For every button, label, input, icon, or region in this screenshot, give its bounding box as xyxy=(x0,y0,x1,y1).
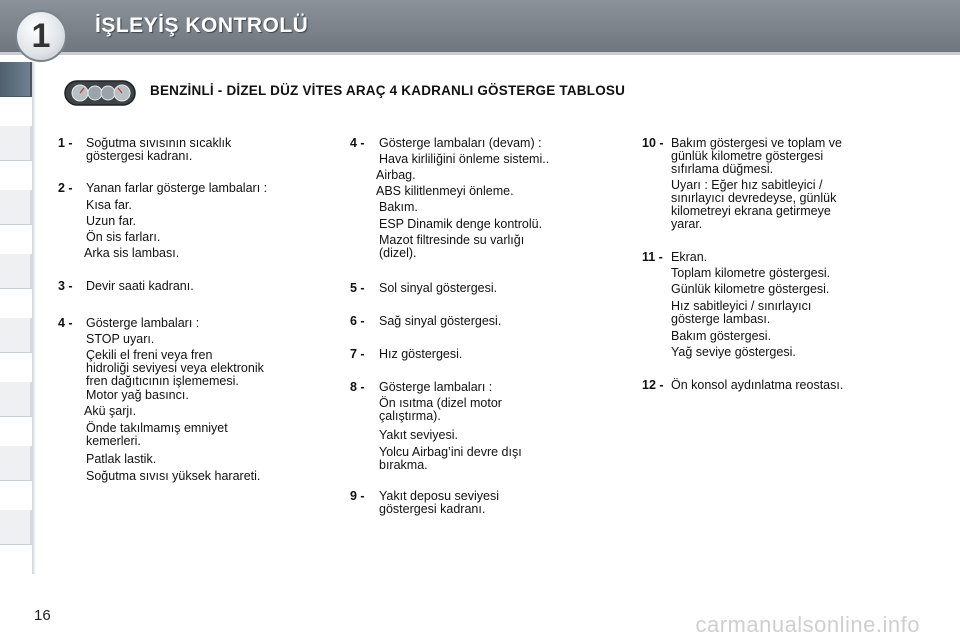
legend-text xyxy=(86,453,156,466)
legend-number: 7 - xyxy=(350,347,365,361)
chapter-badge xyxy=(15,10,67,62)
legend-text xyxy=(671,267,830,280)
legend-text xyxy=(86,317,199,330)
legend-text xyxy=(379,234,524,260)
section-subtitle: BENZİNLİ - DİZEL DÜZ VİTES ARAÇ 4 KADRANLI GÖSTERGE TABLOSU xyxy=(150,83,626,98)
legend-line: Uyarı : Eğer hız sabitleyici / xyxy=(671,178,823,192)
legend-text xyxy=(671,179,836,231)
legend-number: 4 - xyxy=(350,136,365,150)
chapter-tab-5[interactable] xyxy=(0,318,32,353)
legend-text xyxy=(86,349,264,388)
legend-line: Ön ısıtma (dizel motor xyxy=(379,396,502,410)
legend-text xyxy=(379,348,462,361)
legend-line: Bakım göstergesi. xyxy=(671,329,772,343)
legend-number: 10 - xyxy=(642,136,664,150)
legend-number: 4 - xyxy=(58,316,73,330)
legend-text xyxy=(671,283,829,296)
legend-line: Mazot filtresinde su varlığı xyxy=(379,233,525,247)
legend-line: Gösterge lambaları : xyxy=(379,380,493,394)
legend-line: göstergesi kadranı. xyxy=(86,149,193,163)
legend-text xyxy=(379,137,542,150)
legend-number: 12 - xyxy=(642,378,664,392)
legend-number: 2 - xyxy=(58,181,73,195)
chapter-title: İŞLEYİŞ KONTROLÜ xyxy=(95,14,309,37)
legend-text xyxy=(376,185,514,198)
legend-text xyxy=(379,315,501,328)
legend-line: gösterge lambası. xyxy=(671,312,771,326)
chapter-tab-6[interactable] xyxy=(0,382,32,417)
legend-line: ESP Dinamik denge kontrolü. xyxy=(379,217,543,231)
tabs-shadow xyxy=(32,62,36,574)
legend-line: Motor yağ basıncı. xyxy=(86,388,189,402)
legend-text xyxy=(671,300,811,326)
instrument-panel-icon xyxy=(64,78,136,108)
legend-line: Gösterge lambaları (devam) : xyxy=(379,136,542,150)
legend-line: Sol sinyal göstergesi. xyxy=(379,281,498,295)
legend-line: Hava kirliliğini önleme sistemi.. xyxy=(379,152,550,166)
legend-text xyxy=(379,381,492,394)
legend-line: göstergesi kadranı. xyxy=(379,502,486,516)
legend-line: Gösterge lambaları : xyxy=(86,316,200,330)
legend-line: Hız göstergesi. xyxy=(379,347,463,361)
legend-line: ABS kilitlenmeyi önleme. xyxy=(376,184,514,198)
chapter-tab-2[interactable] xyxy=(0,126,32,161)
legend-line: hidroliği seviyesi veya elektronik xyxy=(86,361,264,375)
legend-text xyxy=(379,429,458,442)
chapter-tab-1[interactable] xyxy=(0,62,32,97)
legend-text xyxy=(86,470,260,483)
legend-text xyxy=(671,379,843,392)
legend-line: Soğutma sıvısı yüksek harareti. xyxy=(86,469,261,483)
legend-text xyxy=(86,199,132,212)
chapter-tab-4[interactable] xyxy=(0,254,32,289)
legend-text xyxy=(379,153,549,166)
legend-line: sıfırlama düğmesi. xyxy=(671,162,774,176)
legend-line: Patlak lastik. xyxy=(86,452,157,466)
legend-text xyxy=(86,389,189,402)
legend-line: Airbag. xyxy=(376,168,416,182)
legend-text xyxy=(86,215,136,228)
legend-text xyxy=(379,218,542,231)
legend-line: yarar. xyxy=(671,217,703,231)
legend-line: Ekran. xyxy=(671,250,708,264)
legend-line: Devir saati kadranı. xyxy=(86,279,194,293)
legend-text xyxy=(86,231,160,244)
chapter-tab-3[interactable] xyxy=(0,190,32,225)
legend-line: Ön sis farları. xyxy=(86,230,161,244)
legend-text xyxy=(84,405,136,418)
legend-line: Yağ seviye göstergesi. xyxy=(671,345,796,359)
legend-line: Sağ sinyal göstergesi. xyxy=(379,314,502,328)
chapter-number: 1 xyxy=(31,17,51,55)
legend-line: Bakım göstergesi ve toplam ve xyxy=(671,136,842,150)
legend-text xyxy=(671,330,771,343)
legend-line: Önde takılmamış emniyet xyxy=(86,421,228,435)
legend-number: 3 - xyxy=(58,279,73,293)
legend-text xyxy=(376,169,416,182)
legend-text xyxy=(86,280,194,293)
legend-text xyxy=(86,333,154,346)
legend-number: 6 - xyxy=(350,314,365,328)
legend-line: Yakıt deposu seviyesi xyxy=(379,489,499,503)
page-number: 16 xyxy=(34,607,51,624)
legend-text xyxy=(86,137,231,163)
legend-line: Hız sabitleyici / sınırlayıcı xyxy=(671,299,812,313)
legend-line: Bakım. xyxy=(379,200,418,214)
legend-line: Kısa far. xyxy=(86,198,132,212)
legend-line: Toplam kilometre göstergesi. xyxy=(671,266,831,280)
legend-text xyxy=(379,201,418,214)
legend-text xyxy=(379,282,497,295)
legend-line: sınırlayıcı devredeyse, günlük xyxy=(671,191,837,205)
legend-number: 5 - xyxy=(350,281,365,295)
legend-line: bırakma. xyxy=(379,458,428,472)
legend-text xyxy=(671,251,707,264)
legend-number: 1 - xyxy=(58,136,73,150)
legend-line: Soğutma sıvısının sıcaklık xyxy=(86,136,232,150)
legend-number: 9 - xyxy=(350,489,365,503)
legend-line: Uzun far. xyxy=(86,214,137,228)
legend-line: Yolcu Airbag’ini devre dışı xyxy=(379,445,522,459)
watermark: carmanualsonline.info xyxy=(695,612,920,637)
legend-line: STOP uyarı. xyxy=(86,332,155,346)
legend-line: fren dağıtıcının işlememesi. xyxy=(86,374,239,388)
legend-line: çalıştırma). xyxy=(379,409,441,423)
legend-text xyxy=(84,247,179,260)
chapter-tab-8[interactable] xyxy=(0,510,32,545)
legend-line: Ön konsol aydınlatma reostası. xyxy=(671,378,844,392)
legend-text xyxy=(671,137,842,176)
legend-text xyxy=(671,346,796,359)
chapter-tabs xyxy=(0,62,32,574)
legend-number: 11 - xyxy=(642,250,663,264)
legend-line: Çekili el freni veya fren xyxy=(86,348,213,362)
legend-line: Arka sis lambası. xyxy=(84,246,180,260)
chapter-tab-7[interactable] xyxy=(0,446,32,481)
legend-text xyxy=(379,490,499,516)
legend-line: kemerleri. xyxy=(86,434,141,448)
legend-line: (dizel). xyxy=(379,246,417,260)
legend-text xyxy=(86,182,267,195)
legend-line: kilometreyi ekrana getirmeye xyxy=(671,204,831,218)
header-divider xyxy=(0,52,960,55)
legend-text xyxy=(379,397,502,423)
legend-number: 8 - xyxy=(350,380,365,394)
legend-line: Akü şarjı. xyxy=(84,404,137,418)
legend-text xyxy=(86,422,228,448)
legend-line: Günlük kilometre göstergesi. xyxy=(671,282,830,296)
legend-line: Yakıt seviyesi. xyxy=(379,428,458,442)
legend-text xyxy=(379,446,522,472)
legend-line: Yanan farlar gösterge lambaları : xyxy=(86,181,268,195)
legend-line: günlük kilometre göstergesi xyxy=(671,149,824,163)
